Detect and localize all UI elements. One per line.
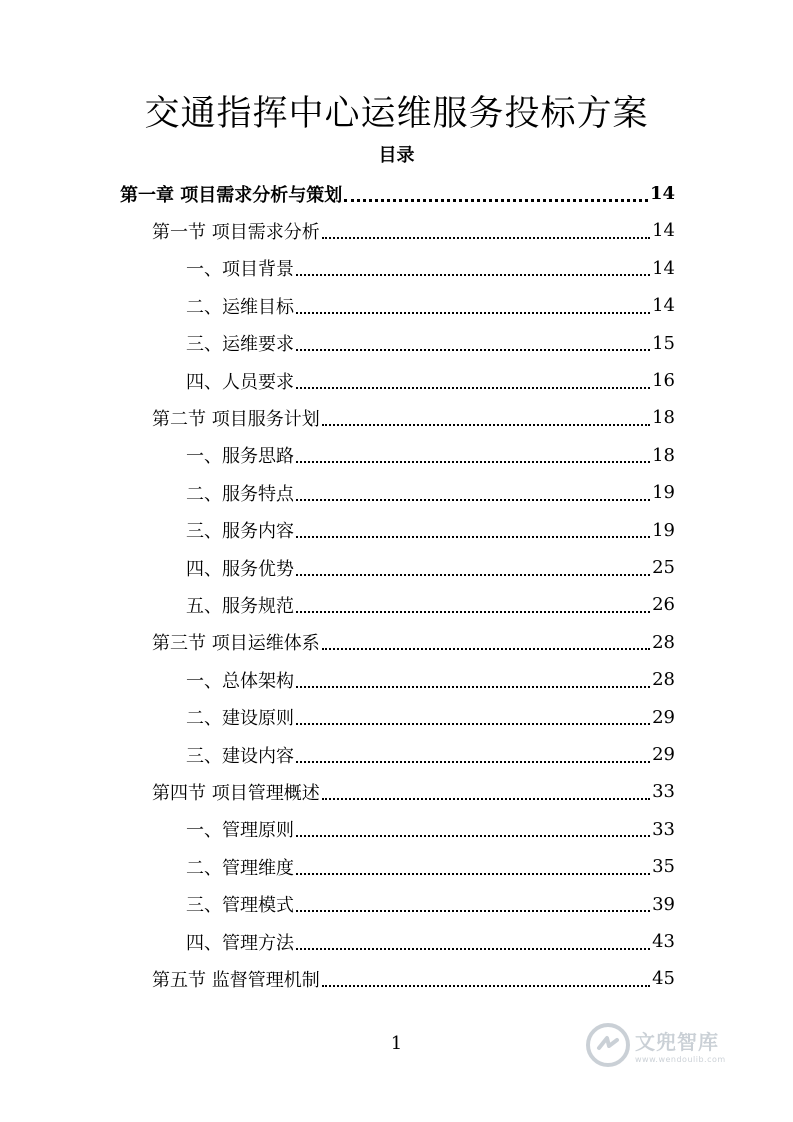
toc-entry-page: 26 [652,594,675,616]
toc-entry-label: 第一节 项目需求分析 [152,221,320,243]
toc-entry-page: 29 [652,744,675,765]
toc-entry-label: 第四节 项目管理概述 [152,782,320,804]
page-number: 1 [390,1033,403,1054]
toc-entry-label: 二、服务特点 [186,483,294,505]
toc-entry-page: 14 [652,220,675,242]
toc-entry-page: 33 [652,781,675,803]
toc-dot-leader [322,798,650,800]
toc-entry-label: 一、服务思路 [186,446,294,468]
toc-entry[interactable] [186,549,675,586]
toc-dot-leader [296,835,650,837]
watermark [585,1015,755,1075]
toc-dot-leader [296,873,650,875]
toc-dot-leader [296,723,650,725]
toc-entry-page: 18 [652,444,675,466]
toc-entry[interactable] [186,325,675,362]
toc-entry-label: 一、管理原则 [186,820,294,842]
toc-entry-page: 28 [652,631,675,653]
toc-entry-label: 三、运维要求 [186,334,294,356]
toc-entry-page: 35 [652,856,675,878]
toc-entry-page: 14 [652,295,675,317]
watermark-name: 文兜智库 [635,1030,719,1054]
toc-entry-page: 28 [652,669,675,691]
toc-entry-page: 16 [652,370,675,391]
toc-entry-label: 第三节 项目运维体系 [152,633,320,655]
toc-entry[interactable] [186,848,675,885]
toc-dot-leader [322,424,650,426]
toc-entry-page: 39 [652,893,675,915]
toc-entry-label: 第二节 项目服务计划 [152,408,320,430]
toc-dot-leader [296,910,650,912]
toc-entry-page: 43 [652,931,675,952]
toc-entry[interactable] [186,474,675,511]
toc-entry-label: 二、建设原则 [186,708,294,730]
toc-dot-leader [296,349,650,351]
toc-entry[interactable] [186,437,675,474]
toc-entry-label: 二、管理维度 [186,857,294,879]
toc-entry[interactable] [152,624,675,661]
document-title: 交通指挥中心运维服务投标方案 [144,94,649,134]
toc-dot-leader [296,274,650,276]
toc-entry-label: 四、管理方法 [186,932,294,954]
toc-entry-page: 14 [649,183,675,204]
toc-dot-leader [296,536,650,538]
toc-entry-page: 18 [652,407,675,429]
toc-entry-label: 四、人员要求 [186,371,294,393]
toc-dot-leader [296,499,650,501]
toc-entry-label: 第五节 监督管理机制 [152,969,320,991]
toc-entry[interactable] [186,811,675,848]
watermark-logo-icon [585,1022,631,1068]
toc-entry-page: 15 [652,332,675,354]
toc-entry[interactable] [186,886,675,923]
toc-dot-leader [296,761,650,763]
toc-entry-label: 三、服务内容 [186,521,294,543]
toc-entry[interactable] [186,512,675,549]
toc-entry[interactable] [186,661,675,698]
toc-entry-page: 19 [652,482,675,504]
toc-entry-label: 第一章 项目需求分析与策划 [120,184,343,206]
toc-entry-label: 四、服务优势 [186,558,294,580]
toc-dot-leader [322,648,650,650]
toc-dot-leader [344,199,648,202]
toc-entry-label: 一、项目背景 [186,259,294,281]
toc-dot-leader [296,461,650,463]
toc-entry-page: 25 [652,557,675,578]
toc-entry[interactable] [120,175,675,212]
toc-entry-label: 三、管理模式 [186,895,294,917]
toc-heading: 目录 [378,145,415,166]
toc-dot-leader [322,237,650,239]
toc-entry-label: 三、建设内容 [186,745,294,767]
toc-dot-leader [322,985,650,987]
toc-entry[interactable] [152,773,675,810]
toc-dot-leader [296,948,650,950]
toc-entry[interactable] [186,362,675,399]
toc-entry[interactable] [152,212,675,249]
toc-entry-page: 33 [652,818,675,840]
toc-dot-leader [296,574,650,576]
toc-entry-page: 45 [652,968,675,990]
toc-entry-page: 19 [652,519,675,541]
toc-dot-leader [296,312,650,314]
toc-dot-leader [296,611,650,613]
toc-entry[interactable] [186,736,675,773]
toc-entry-page: 14 [652,257,675,279]
toc-entry[interactable] [186,586,675,623]
toc-entry[interactable] [186,699,675,736]
toc-entry[interactable] [152,960,675,997]
toc-entry-label: 一、总体架构 [186,670,294,692]
toc-entry-label: 二、运维目标 [186,296,294,318]
toc-entry-page: 29 [652,706,675,728]
toc-dot-leader [296,387,650,389]
watermark-url: www.wendoulib.com [635,1055,726,1064]
toc-entry[interactable] [186,923,675,960]
toc-entry-label: 五、服务规范 [186,595,294,617]
toc-dot-leader [296,686,650,688]
toc-entry[interactable] [186,287,675,324]
toc-entry[interactable] [152,399,675,436]
toc-entry[interactable] [186,250,675,287]
